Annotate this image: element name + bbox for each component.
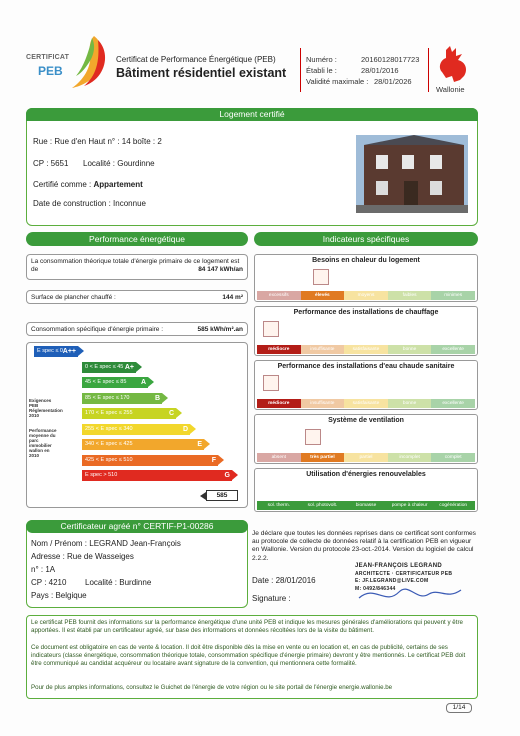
certificateur-panel: [26, 520, 248, 608]
current-class-marker: [206, 490, 238, 501]
bar-arrow-icon: [232, 470, 238, 480]
conso-spec-value: 585 kWh/m².an: [197, 326, 243, 333]
energy-class-letter: A++: [62, 348, 76, 355]
logement-panel: [26, 108, 478, 226]
header-meta: [306, 54, 419, 87]
scale-level: satisfaisante: [344, 345, 388, 354]
scale-level: minimes: [431, 291, 475, 300]
scale-level: excellente: [431, 399, 475, 408]
bar-arrow-icon: [78, 346, 84, 356]
energy-class-letter: A+: [124, 363, 134, 371]
energy-class-letter: F: [211, 456, 216, 464]
energy-class-bar-e: [82, 439, 204, 450]
stamp-line3: E: JF.LEGRAND@LIVE.COM: [355, 578, 429, 584]
ventilation-box: [254, 414, 478, 464]
scale-level: biomasse: [344, 501, 388, 510]
indicateurs-panel: [254, 232, 478, 512]
peb-logo-icon: [72, 34, 110, 90]
surface-value: 144 m²: [222, 294, 243, 301]
logement-title: Logement certifié: [26, 108, 478, 121]
scale-level: médiocre: [257, 345, 301, 354]
current-class-value: 585: [216, 492, 228, 499]
conso-totale-value: 84 147 kWh/an: [198, 266, 243, 273]
rooster-icon: [436, 46, 470, 84]
chauffage-scale: [257, 345, 475, 354]
hot-water-icon: [263, 375, 279, 391]
energy-class-letter: A: [140, 379, 146, 386]
stamp-line2: ARCHITECTE · CERTIFICATEUR PEB: [355, 570, 453, 577]
notice-p1: Le certificat PEB fournit des informations sur la performance énergétique d'une unité PEB et indique les mesures générales d'améliorations qui peuvent y être apportées. Il est établi par un certificateur agréé, sur base des informations et données récoltées lors de la visite du bâtiment.: [31, 619, 463, 634]
signature-label: Signature :: [252, 594, 291, 603]
certifie-value: Appartement: [93, 180, 143, 189]
signature-scribble: [355, 578, 465, 608]
besoins-title: Besoins en chaleur du logement: [312, 257, 420, 264]
energy-class-range: 85 < E spec ≤ 170: [85, 394, 130, 401]
conso-totale-label: La consommation théorique totale d'énergie primaire de ce logement est de: [31, 258, 240, 273]
energy-class-letter: D: [182, 425, 188, 433]
etabli-label: Établi le :: [306, 66, 337, 75]
declaration-text: Je déclare que toutes les données reprises dans ce certificat sont conformes au protocole de collecte de données relatif à la certification PEB en vigueur en Wallonie. Version du protocole 23-oct.-2014. Version du logiciel de calcul 2.2.2.: [252, 530, 476, 562]
bar-arrow-icon: [148, 377, 154, 387]
header-divider: [300, 48, 301, 92]
ecs-scale: [257, 399, 475, 408]
chauffage-title: Performance des installations de chauffage: [293, 309, 439, 316]
validite-label: Validité maximale :: [306, 77, 369, 86]
energy-class-range: E spec ≤ 0: [37, 348, 63, 354]
stamp-line1: JEAN-FRANÇOIS LEGRAND: [355, 563, 442, 569]
scale-level: élevés: [301, 291, 345, 300]
bar-arrow-icon: [218, 455, 224, 465]
scale-level: moyens: [344, 291, 388, 300]
scale-level: bonne: [388, 399, 432, 408]
energy-class-range: 45 < E spec ≤ 85: [85, 379, 127, 385]
conso-spec-box: [26, 322, 248, 336]
notice-p2: Ce document est obligatoire en cas de vente & location. Il doit être disponible dès la mise en vente ou en location et, en cas de publicité, certains de ses indicateurs (classe énergétique, consommation théorique totale, consommation spécifique d'énergie primaire) devront y être mentionnés. Le certificat PEB doit être communiqué au candidat acquéreur ou locataire avant signature de la convention, qui mentionnera cette formalité.: [31, 644, 466, 667]
performance-title: Performance énergétique: [26, 232, 248, 246]
radiator-icon: [263, 321, 279, 337]
energy-class-bar-aplus: [82, 362, 136, 373]
logo-line1: CERTIFICAT: [26, 54, 70, 61]
etabli-value: 28/01/2016: [361, 66, 399, 75]
bar-arrow-icon: [204, 439, 210, 449]
certificateur-localite: Localité : Burdinne: [85, 578, 152, 587]
notice-box: [26, 615, 478, 699]
cert-date: Date : 28/01/2016: [252, 576, 316, 585]
validite-value: 28/01/2026: [374, 77, 412, 86]
scale-level: incomplet: [388, 453, 432, 462]
bar-arrow-icon: [162, 393, 168, 403]
renouvelables-box: [254, 468, 478, 512]
performance-panel: [26, 232, 248, 512]
house-heat-icon: [313, 269, 329, 285]
building-image: [356, 135, 468, 213]
renouvelables-title: Utilisation d'énergies renouvelables: [306, 471, 426, 478]
scale-level: insuffisante: [301, 399, 345, 408]
energy-class-bar-c: [82, 408, 176, 419]
parc-label: Performance moyenne du parc immobilier wallon en 2010: [29, 428, 57, 458]
scale-level: insuffisante: [301, 345, 345, 354]
energy-class-range: 170 < E spec ≤ 255: [85, 410, 133, 416]
energy-class-letter: E: [197, 441, 202, 448]
energy-class-letter: B: [154, 394, 160, 402]
energy-class-letter: G: [224, 472, 230, 479]
scale-level: médiocre: [257, 399, 301, 408]
scale-level: sol. photovolt.: [301, 501, 345, 510]
scale-level: partiel: [344, 453, 388, 462]
bar-arrow-icon: [176, 408, 182, 418]
page-number: 1/14: [446, 703, 472, 713]
bar-arrow-icon: [190, 424, 196, 434]
logement-certifie: [33, 180, 143, 189]
scale-level: satisfaisante: [344, 399, 388, 408]
wallonie-text: Wallonie: [436, 85, 465, 94]
marker-arrow-icon: [200, 492, 206, 500]
ventilation-title: Système de ventilation: [328, 417, 404, 424]
certificateur-adresse: Adresse : Rue de Wasseiges: [31, 552, 134, 561]
certificateur-nom: Nom / Prénom : LEGRAND Jean-François: [31, 539, 181, 548]
logement-rue: Rue : Rue d'en Haut n° : 14 boîte : 2: [33, 137, 162, 146]
conso-spec-label: Consommation spécifique d'énergie primaire :: [31, 326, 164, 333]
logement-localite: Localité : Gourdinne: [83, 159, 155, 168]
logement-cp: CP : 5651: [33, 159, 69, 168]
numero-label: Numéro :: [306, 55, 337, 64]
certificateur-cp: CP : 4210: [31, 578, 67, 587]
energy-class-range: 340 < E spec ≤ 425: [85, 441, 133, 447]
energy-class-bar-a: [82, 377, 148, 388]
ecs-box: [254, 360, 478, 410]
header-title1: Certificat de Performance Énergétique (PEB): [116, 55, 276, 64]
bar-arrow-icon: [136, 362, 142, 372]
header-divider-2: [428, 48, 429, 92]
stamp-line4: M: 0492/846344: [355, 585, 396, 592]
building-photo: [356, 135, 468, 213]
certifie-label: Certifié comme :: [33, 180, 94, 189]
exigences-label: Exigences PEB Réglementation 2010: [29, 398, 63, 418]
energy-class-range: 425 < E spec ≤ 510: [85, 456, 133, 463]
energy-class-bar-g: [82, 470, 232, 481]
scale-level: complet: [431, 453, 475, 462]
energy-class-range: E spec > 510: [85, 472, 118, 478]
scale-level: très partiel: [301, 453, 345, 462]
scale-level: faibles: [388, 291, 432, 300]
besoins-scale: [257, 291, 475, 300]
peb-logo: [26, 34, 110, 90]
certificateur-pays: Pays : Belgique: [31, 591, 87, 600]
logement-date: Date de construction : Inconnue: [33, 199, 146, 208]
energy-class-range: 255 < E spec ≤ 340: [85, 425, 133, 432]
surface-box: [26, 290, 248, 304]
besoins-box: [254, 254, 478, 302]
indicateurs-title: Indicateurs spécifiques: [254, 232, 478, 246]
energy-class-bar-d: [82, 424, 190, 435]
energy-class-bar-aplusplus: [34, 346, 78, 357]
scale-level: excessifs: [257, 291, 301, 300]
ecs-title: Performance des installations d'eau chaude sanitaire: [277, 363, 455, 370]
scale-level: excellente: [431, 345, 475, 354]
scale-level: pompe à chaleur: [388, 501, 432, 510]
scale-level: cogénération: [431, 501, 475, 510]
chauffage-box: [254, 306, 478, 356]
logo-line2: PEB: [38, 64, 63, 78]
scale-level: sol. therm.: [257, 501, 301, 510]
certificateur-title: Certificateur agréé n° CERTIF-P1-00286: [26, 520, 248, 533]
ventilation-icon: [305, 429, 321, 445]
scale-level: bonne: [388, 345, 432, 354]
energy-class-range: 0 < E spec ≤ 45: [85, 363, 124, 370]
energy-class-letter: C: [168, 410, 174, 417]
numero-value: 20160128017723: [361, 55, 420, 64]
header-title2: Bâtiment résidentiel existant: [116, 66, 287, 80]
energy-class-bar-b: [82, 393, 162, 404]
ventilation-scale: [257, 453, 475, 462]
surface-label: Surface de plancher chauffé :: [31, 294, 116, 301]
energy-class-bar-f: [82, 455, 218, 466]
wallonie-logo: [436, 46, 476, 96]
certificateur-numero: n° : 1A: [31, 565, 56, 574]
renouvelables-scale: [257, 501, 475, 510]
conso-totale-box: [26, 254, 248, 280]
notice-p3: Pour de plus amples informations, consultez le Guichet de l'énergie de votre région ou le site portail de l'énergie energie.wallonie.be: [31, 684, 393, 691]
scale-level: absent: [257, 453, 301, 462]
